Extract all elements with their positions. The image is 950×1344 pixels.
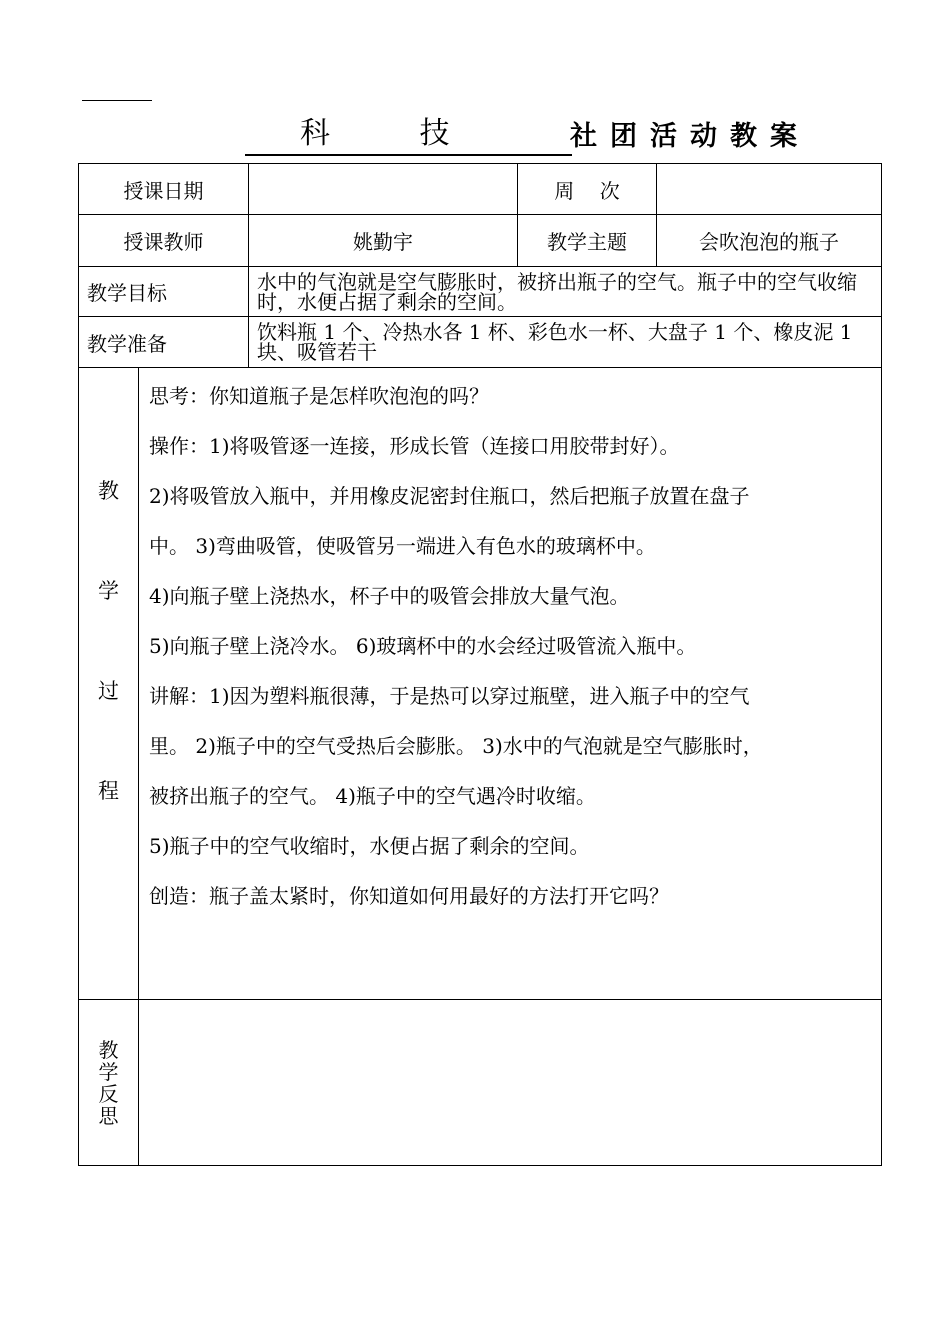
process-label-char: 教 — [98, 479, 119, 503]
process-label — [79, 368, 139, 1000]
process-line: 里。 2)瓶子中的空气受热后会膨胀。 3)水中的气泡就是空气膨胀时， — [149, 734, 763, 758]
process-line: 2)将吸管放入瓶中，并用橡皮泥密封住瓶口，然后把瓶子放置在盘子 — [149, 484, 750, 508]
week-value — [657, 164, 882, 215]
week-label: 周 次 — [518, 164, 657, 215]
process-label-char: 程 — [98, 779, 119, 803]
prep-label: 教学准备 — [79, 317, 249, 368]
process-line: 中。 3)弯曲吸管，使吸管另一端进入有色水的玻璃杯中。 — [149, 534, 656, 558]
row-teacher-topic — [79, 215, 882, 267]
row-prep — [79, 317, 882, 368]
reflection-label-char: 学 — [98, 1059, 119, 1084]
process-content — [139, 368, 882, 1000]
topic-label: 教学主题 — [518, 215, 657, 267]
process-line: 思考：你知道瓶子是怎样吹泡泡的吗？ — [149, 384, 489, 408]
document-title: 社团活动教案 — [570, 121, 810, 152]
date-value — [249, 164, 518, 215]
prep-value: 饮料瓶 1 个、冷热水各 1 杯、彩色水一杯、大盘子 1 个、橡皮泥 1 块、吸管若干 — [249, 317, 882, 368]
process-line: 被挤出瓶子的空气。 4)瓶子中的空气遇冷时收缩。 — [149, 784, 596, 808]
row-date-week — [79, 164, 882, 215]
row-process — [79, 368, 882, 1000]
process-line: 操作：1)将吸管逐一连接，形成长管（连接口用胶带封好）。 — [149, 434, 680, 458]
lesson-plan-table — [78, 163, 882, 1166]
reflection-label-char: 反 — [98, 1081, 119, 1106]
subject-underline — [245, 154, 572, 156]
process-line: 5)向瓶子壁上浇冷水。 6)玻璃杯中的水会经过吸管流入瓶中。 — [149, 634, 697, 658]
subject-title: 科 技 — [300, 116, 490, 151]
teacher-label: 授课教师 — [79, 215, 249, 267]
process-line: 5)瓶子中的空气收缩时，水便占据了剩余的空间。 — [149, 834, 590, 858]
row-reflection — [79, 1000, 882, 1166]
date-label: 授课日期 — [79, 164, 249, 215]
process-label-char: 学 — [98, 579, 119, 603]
teacher-value: 姚勤宇 — [249, 215, 518, 267]
goal-label: 教学目标 — [79, 267, 249, 317]
reflection-label-char: 教 — [98, 1037, 119, 1062]
process-line: 4)向瓶子壁上浇热水，杯子中的吸管会排放大量气泡。 — [149, 584, 630, 608]
process-line: 创造：瓶子盖太紧时，你知道如何用最好的方法打开它吗？ — [149, 884, 669, 908]
header-short-rule — [82, 100, 152, 101]
row-goal — [79, 267, 882, 317]
process-line: 讲解：1)因为塑料瓶很薄，于是热可以穿过瓶壁，进入瓶子中的空气 — [149, 684, 750, 708]
topic-value: 会吹泡泡的瓶子 — [657, 215, 882, 267]
reflection-value — [139, 1000, 882, 1166]
process-label-char: 过 — [98, 679, 119, 703]
goal-value: 水中的气泡就是空气膨胀时，被挤出瓶子的空气。瓶子中的空气收缩时，水便占据了剩余的空间。 — [249, 267, 882, 317]
reflection-label-char: 思 — [98, 1103, 119, 1128]
reflection-label — [79, 1000, 139, 1166]
